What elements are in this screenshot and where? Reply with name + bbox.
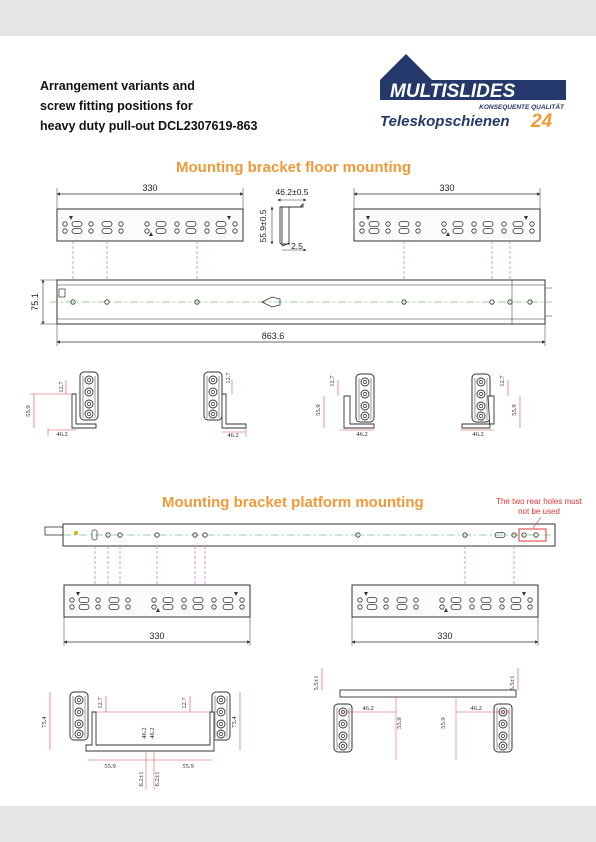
dim-rail-length: 863.6 <box>261 331 285 341</box>
floor-detail-2-dim-12-7: 12.7 <box>225 372 232 384</box>
platform-right-dim-5-5-a: 5.5±1 <box>313 675 320 691</box>
platform-left-dim-46-2-b: 46.2 <box>149 727 156 739</box>
platform-left-dim-55-9-a: 55.9 <box>104 763 116 770</box>
platform-right-dim-55-9-a: 55.9 <box>396 717 403 729</box>
platform-detail-right <box>313 668 518 760</box>
platform-detail-left <box>41 692 240 790</box>
section-title-floor: Mounting bracket floor mounting <box>176 159 411 176</box>
logo-tagline-text: KONSEQUENTE QUALITÄT <box>479 104 564 111</box>
floor-bracket-left <box>57 183 243 241</box>
section-title-platform: Mounting bracket platform mounting <box>162 494 424 511</box>
dim-platform-bracket-length-right: 330 <box>437 631 453 641</box>
rear-holes-note: The two rear holes must not be used <box>496 497 582 516</box>
bottom-margin-band <box>0 806 596 842</box>
logo-shop-number: 24 <box>531 111 553 132</box>
floor-detail-3-dim-12-7: 12.7 <box>329 375 336 387</box>
platform-left-dim-12-7-b: 12.7 <box>181 697 188 709</box>
floor-detail-2-dim-46-2: 46.2 <box>227 432 239 439</box>
floor-detail-4-dim-46-2: 46.2 <box>472 431 484 438</box>
logo-brand-text: MULTISLIDES <box>390 81 516 102</box>
floor-detail-4-dim-12-7: 12.7 <box>499 375 506 387</box>
platform-bracket-left <box>64 585 250 646</box>
platform-bracket-right <box>352 585 538 646</box>
platform-right-dim-46-2-a: 46.2 <box>362 705 374 712</box>
dim-bracket-height: 55.9±0.5 <box>258 209 268 243</box>
logo-shop-text: Teleskopschienen <box>380 113 510 130</box>
floor-detail-1-dim-46-2: 46.2 <box>56 431 68 438</box>
platform-left-dim-46-2-a: 46.2 <box>141 727 148 739</box>
platform-left-dim-75-4-b: 75.4 <box>231 716 238 728</box>
floor-detail-3-dim-46-2: 46.2 <box>356 431 368 438</box>
floor-detail-1-dim-12-7: 12.7 <box>58 381 65 393</box>
floor-detail-1 <box>25 372 98 438</box>
floor-detail-4-dim-55-9: 55.9 <box>511 404 518 416</box>
heading-line-2: screw fitting positions for <box>40 99 193 113</box>
platform-left-dim-55-9-b: 55.9 <box>182 763 194 770</box>
rail-front-marker-icon <box>74 531 78 535</box>
floor-detail-2 <box>204 372 246 439</box>
platform-right-dim-55-9-b: 55.9 <box>440 717 447 729</box>
floor-detail-3-dim-55-9: 55.9 <box>315 404 322 416</box>
heading-line-1: Arrangement variants and <box>40 79 195 93</box>
dim-rail-height: 75.1 <box>30 293 40 311</box>
platform-right-dim-46-2-b: 46.2 <box>470 705 482 712</box>
heading-line-3: heavy duty pull-out DCL2307619-863 <box>40 119 258 133</box>
floor-rail <box>30 280 552 346</box>
platform-left-dim-6-2-a: 6.2±1 <box>138 771 145 787</box>
platform-left-dim-12-7-a: 12.7 <box>97 697 104 709</box>
floor-bracket-right <box>354 183 540 241</box>
platform-right-dim-5-5-b: 5.5±1 <box>509 675 516 691</box>
dim-bracket-thickness: 2.5 <box>291 241 303 251</box>
dim-bracket-length-right: 330 <box>439 183 455 193</box>
platform-left-dim-75-4-a: 75.4 <box>41 716 48 728</box>
bracket-angle-section <box>258 187 309 251</box>
dim-bracket-length-left: 330 <box>142 183 158 193</box>
platform-left-dim-6-2-b: 6.2±1 <box>154 771 161 787</box>
floor-detail-3 <box>315 374 374 438</box>
dim-platform-bracket-length-left: 330 <box>149 631 165 641</box>
dim-bracket-width: 46.2±0.5 <box>275 187 309 197</box>
floor-detail-4 <box>460 374 520 438</box>
platform-rail <box>45 517 555 546</box>
floor-detail-1-dim-55-9: 55.9 <box>25 405 32 417</box>
